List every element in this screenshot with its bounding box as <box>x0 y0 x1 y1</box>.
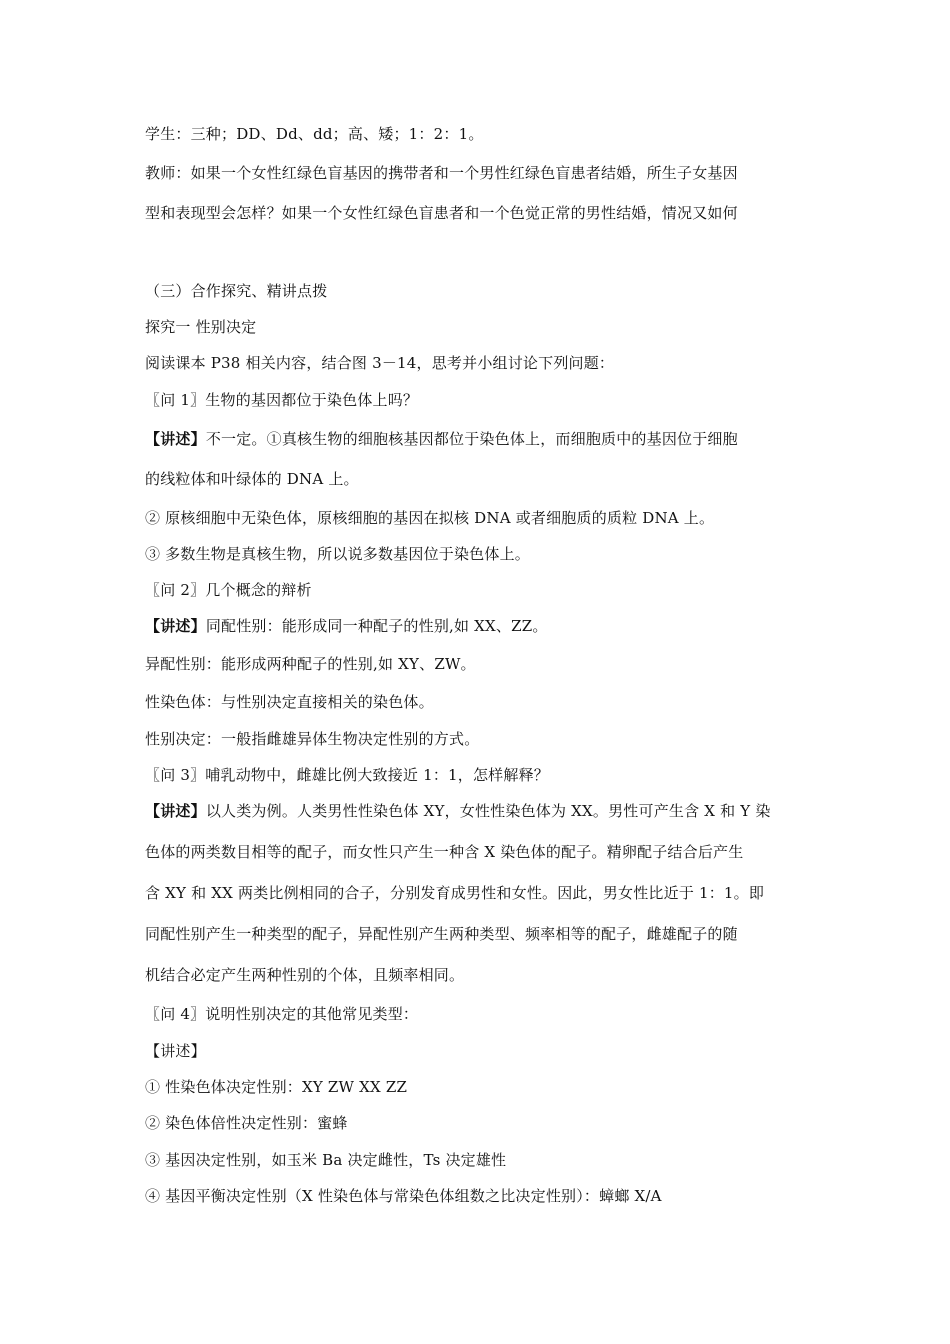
question-4: 〖问 4〗说明性别决定的其他常见类型： <box>145 1005 419 1023</box>
section-heading: （三）合作探究、精讲点拨 <box>145 282 328 300</box>
answer-1-line-4: ③ 多数生物是真核生物，所以说多数基因位于染色体上。 <box>145 545 530 563</box>
answer-4-item-4: ④ 基因平衡决定性别（X 性染色体与常染色体组数之比决定性别）：蟑螂 X/A <box>145 1187 662 1205</box>
answer-4-heading: 【讲述】 <box>145 1042 206 1060</box>
answer-3-line-4: 同配性别产生一种类型的配子，异配性别产生两种类型、频率相等的配子，雌雄配子的随 <box>145 925 738 943</box>
answer-1-line-1: 【讲述】不一定。①真核生物的细胞核基因都位于染色体上，而细胞质中的基因位于细胞 <box>145 430 738 448</box>
answer-3-line-1: 【讲述】以人类为例。人类男性性染色体 XY，女性性染色体为 XX。男性可产生含 X 和 Y 染 <box>145 802 771 820</box>
answer-3-line-2: 色体的两类数目相等的配子，而女性只产生一种含 X 染色体的配子。精卵配子结合后产生 <box>145 843 744 861</box>
question-2: 〖问 2〗几个概念的辩析 <box>145 581 312 599</box>
inquiry-title: 探究一 性别决定 <box>145 318 257 336</box>
teacher-question-line-1: 教师：如果一个女性红绿色盲基因的携带者和一个男性红绿色盲患者结婚，所生子女基因 <box>145 164 738 182</box>
teacher-question-line-2: 型和表现型会怎样？如果一个女性红绿色盲患者和一个色觉正常的男性结婚，情况又如何 <box>145 204 738 222</box>
answer-4-item-3: ③ 基因决定性别，如玉米 Ba 决定雌性，Ts 决定雄性 <box>145 1151 507 1169</box>
lecture-label: 【讲述】 <box>145 617 206 635</box>
answer-4-item-1: ① 性染色体决定性别：XY ZW XX ZZ <box>145 1078 408 1096</box>
answer-2-line-4: 性别决定：一般指雌雄异体生物决定性别的方式。 <box>145 730 480 748</box>
reading-instruction: 阅读课本 P38 相关内容，结合图 3－14，思考并小组讨论下列问题： <box>145 354 615 372</box>
answer-3-line-5: 机结合必定产生两种性别的个体，且频率相同。 <box>145 966 465 984</box>
question-3: 〖问 3〗哺乳动物中，雌雄比例大致接近 1：1，怎样解释？ <box>145 766 549 784</box>
answer-1-line-3: ② 原核细胞中无染色体，原核细胞的基因在拟核 DNA 或者细胞质的质粒 DNA 上。 <box>145 509 715 527</box>
answer-1-line-2: 的线粒体和叶绿体的 DNA 上。 <box>145 470 359 488</box>
answer-3-line-3: 含 XY 和 XX 两类比例相同的合子，分别发育成男性和女性。因此，男女性比近于 1：1。即 <box>145 884 765 902</box>
answer-4-item-2: ② 染色体倍性决定性别：蜜蜂 <box>145 1114 348 1132</box>
answer-2-line-3: 性染色体：与性别决定直接相关的染色体。 <box>145 693 434 711</box>
question-1: 〖问 1〗生物的基因都位于染色体上吗？ <box>145 391 419 409</box>
answer-2-line-1: 【讲述】同配性别：能形成同一种配子的性别,如 XX、ZZ。 <box>145 617 548 635</box>
student-answer-line: 学生：三种；DD、Dd、dd；高、矮；1：2：1。 <box>145 125 484 143</box>
lecture-label: 【讲述】 <box>145 802 206 820</box>
lecture-label: 【讲述】 <box>145 430 206 448</box>
answer-2-line-2: 异配性别：能形成两种配子的性别,如 XY、ZW。 <box>145 655 476 673</box>
